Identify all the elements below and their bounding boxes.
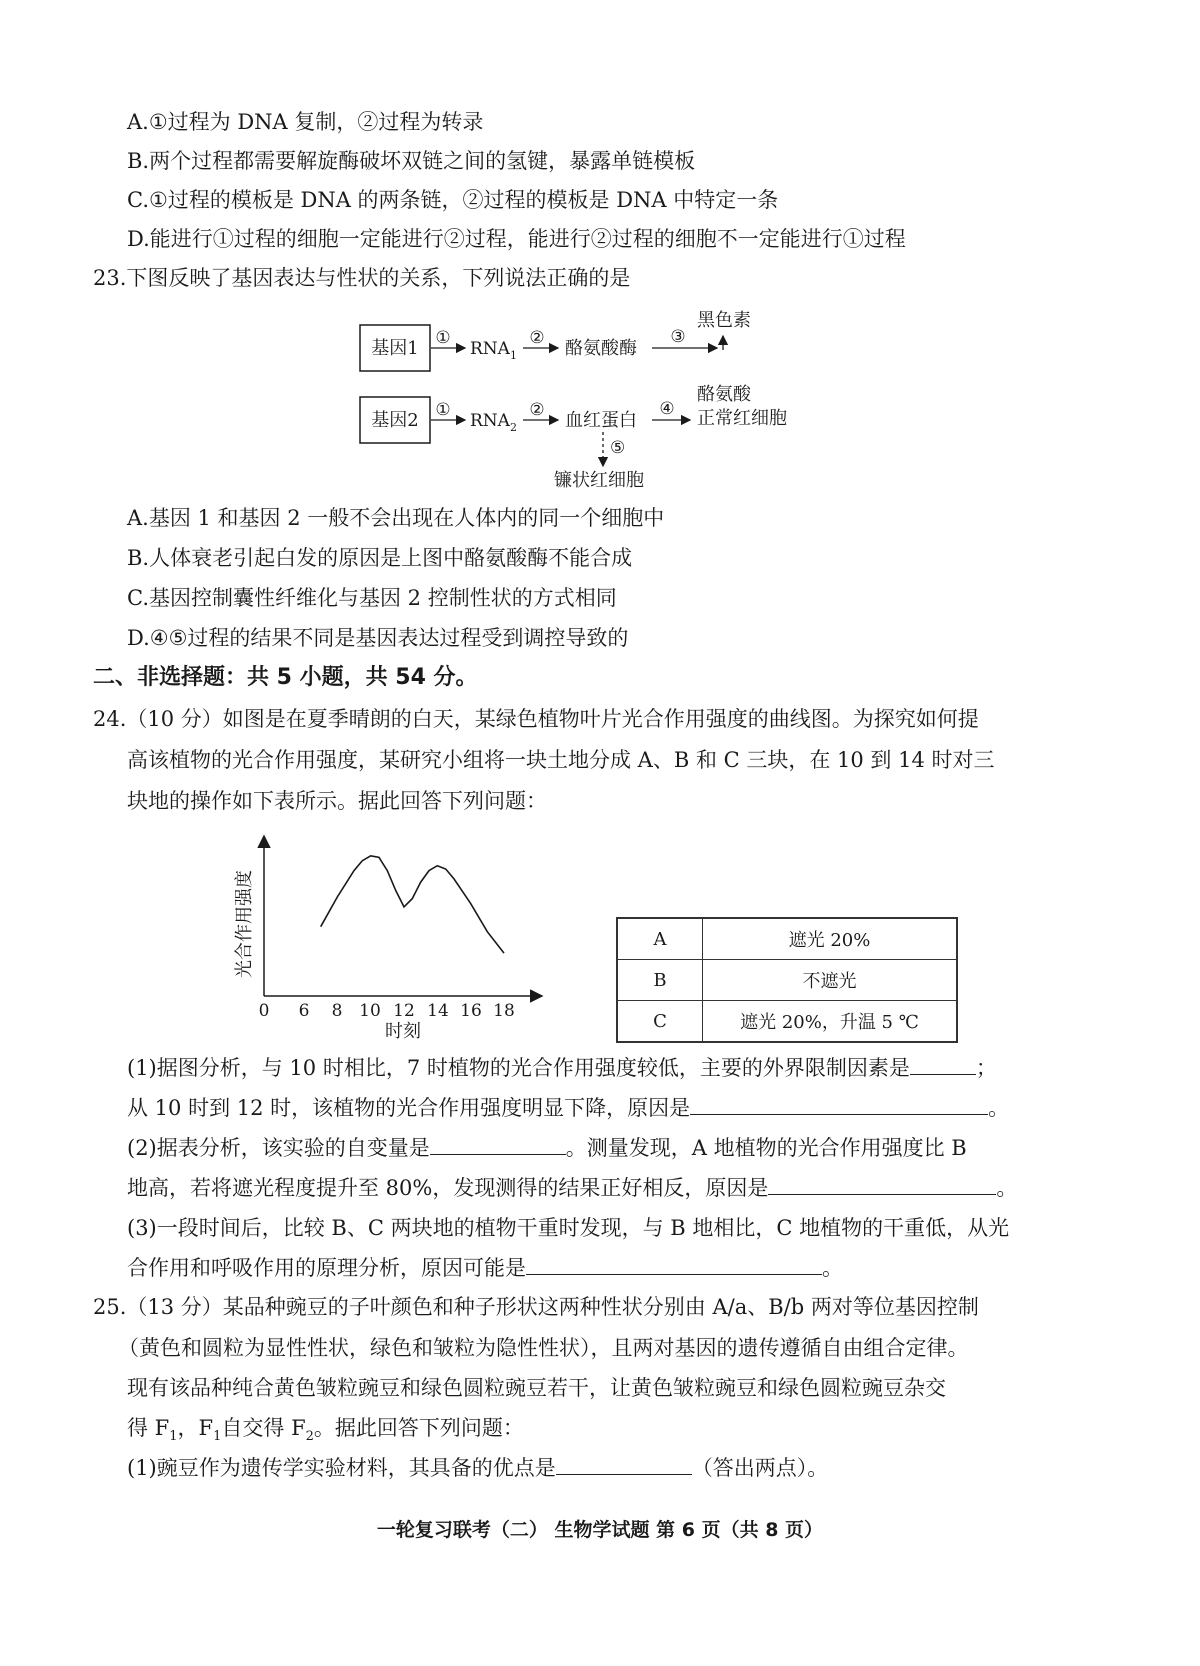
y-axis-label: 光合作用强度 [234,870,255,978]
step2-row1: ② [529,328,545,348]
q23-stem: 23.下图反映了基因表达与性状的关系，下列说法正确的是 [93,266,631,290]
section-title: 二、非选择题：共 5 小题，共 54 分。 [93,665,478,690]
photosynthesis-chart [228,826,558,1046]
x-axis-label: 时刻 [385,1021,421,1042]
operation-table [616,917,958,1043]
x-tick-label: 8 [331,1001,343,1021]
q22-option-d: D.能进行①过程的细胞一定能进行②过程，能进行②过程的细胞不一定能进行①过程 [127,227,906,251]
q22-option-b: B.两个过程都需要解旋酶破坏双链之间的氢键，暴露单链模板 [127,149,696,173]
gene-expression-diagram [340,300,860,500]
x-tick-label: 12 [393,1001,415,1021]
rna2-label: $RNA_2$ [470,411,517,434]
answer-blank[interactable] [526,1273,822,1275]
plot-cell: A [617,918,703,960]
plot-cell: B [617,960,703,1001]
step1-row1: ① [435,328,451,348]
series-line [321,856,504,953]
q24-part1-line1: (1)据图分析，与 10 时相比，7 时植物的光合作用强度较低，主要的外界限制因素是 ； [127,1056,997,1080]
operation-cell: 遮光 20% [703,918,958,960]
sickle-rbc-label: 镰状红细胞 [554,470,644,491]
operation-cell: 遮光 20%，升温 5 ℃ [703,1001,958,1043]
q24-part2-line1: (2)据表分析，该实验的自变量是 。测量发现，A 地植物的光合作用强度比 B [127,1136,967,1160]
q22-option-a: A.①过程为 DNA 复制，②过程为转录 [127,110,484,134]
q24-line3: 块地的操作如下表所示。据此回答下列问题： [127,789,547,813]
q23-option-c: C.基因控制囊性纤维化与基因 2 控制性状的方式相同 [127,586,617,610]
step3: ③ [670,327,686,347]
q24-part3-line1: (3)一段时间后，比较 B、C 两块地的植物干重时发现，与 B 地相比，C 地植物的干重低，从光 [127,1216,1010,1240]
x-tick-label: 18 [493,1001,515,1021]
melanin-label: 黑色素 [697,310,751,331]
normal-rbc-label: 正常红细胞 [697,408,787,429]
q25-line1: 25.（13 分）某品种豌豆的子叶颜色和种子形状这两种性状分别由 A/a、B/b 两对等位基因控制 [93,1295,979,1319]
step2-row2: ② [529,400,545,420]
gene2-label: 基因2 [371,410,419,431]
q24-part2-line2: 地高，若将遮光程度提升至 80%，发现测得的结果正好相反，原因是 。 [127,1176,1018,1200]
gene1-label: 基因1 [371,338,419,359]
x-tick-label: 6 [298,1001,310,1021]
q25-line4: 得 $F_1$，$F_1$自交得 $F_2$。据此回答下列问题： [127,1416,524,1445]
step5: ⑤ [610,438,626,458]
q25-line3: 现有该品种纯合黄色皱粒豌豆和绿色圆粒豌豆若干，让黄色皱粒豌豆和绿色圆粒豌豆杂交 [127,1376,946,1400]
x-tick-label: 16 [460,1001,482,1021]
x-tick-label: 14 [427,1001,449,1021]
q23-option-b: B.人体衰老引起白发的原因是上图中酪氨酸酶不能合成 [127,546,633,570]
q24-part3-line2: 合作用和呼吸作用的原理分析，原因可能是 。 [127,1256,843,1280]
q24-part1-line2: 从 10 时到 12 时，该植物的光合作用强度明显下降，原因是 。 [127,1096,1010,1120]
table-row [617,918,957,960]
plot-cell: C [617,1001,703,1043]
table-row [617,960,957,1001]
q22-option-c: C.①过程的模板是 DNA 的两条链，②过程的模板是 DNA 中特定一条 [127,188,779,212]
answer-blank[interactable] [690,1113,988,1115]
answer-blank[interactable] [768,1193,996,1195]
answer-blank[interactable] [430,1153,566,1155]
q23-option-a: A.基因 1 和基因 2 一般不会出现在人体内的同一个细胞中 [127,506,665,530]
step1-row2: ① [435,400,451,420]
step4: ④ [659,399,675,419]
rna1-label: $RNA_1$ [470,339,517,362]
q24-line2: 高该植物的光合作用强度，某研究小组将一块土地分成 A、B 和 C 三块，在 10 到 14 时对三 [127,748,995,772]
tyrosine-label: 酪氨酸 [697,384,751,405]
answer-blank[interactable] [556,1473,692,1475]
x-tick-label: 0 [258,1001,270,1021]
operation-cell: 不遮光 [703,960,958,1001]
hemoglobin-label: 血红蛋白 [565,410,637,431]
q25-part1: (1)豌豆作为遗传学实验材料，其具备的优点是 （答出两点）。 [127,1456,829,1480]
enzyme-label: 酪氨酸酶 [565,338,637,359]
q25-line2: （黄色和圆粒为显性性状，绿色和皱粒为隐性性状），且两对基因的遗传遵循自由组合定律。 [118,1336,969,1360]
q23-option-d: D.④⑤过程的结果不同是基因表达过程受到调控导致的 [127,626,629,650]
table-row [617,1001,957,1043]
page-footer: 一轮复习联考（二） 生物学试题 第 6 页（共 8 页） [376,1519,824,1541]
q24-line1: 24.（10 分）如图是在夏季晴朗的白天，某绿色植物叶片光合作用强度的曲线图。为探究如何提 [93,707,979,731]
answer-blank[interactable] [910,1073,976,1075]
x-tick-label: 10 [359,1001,381,1021]
